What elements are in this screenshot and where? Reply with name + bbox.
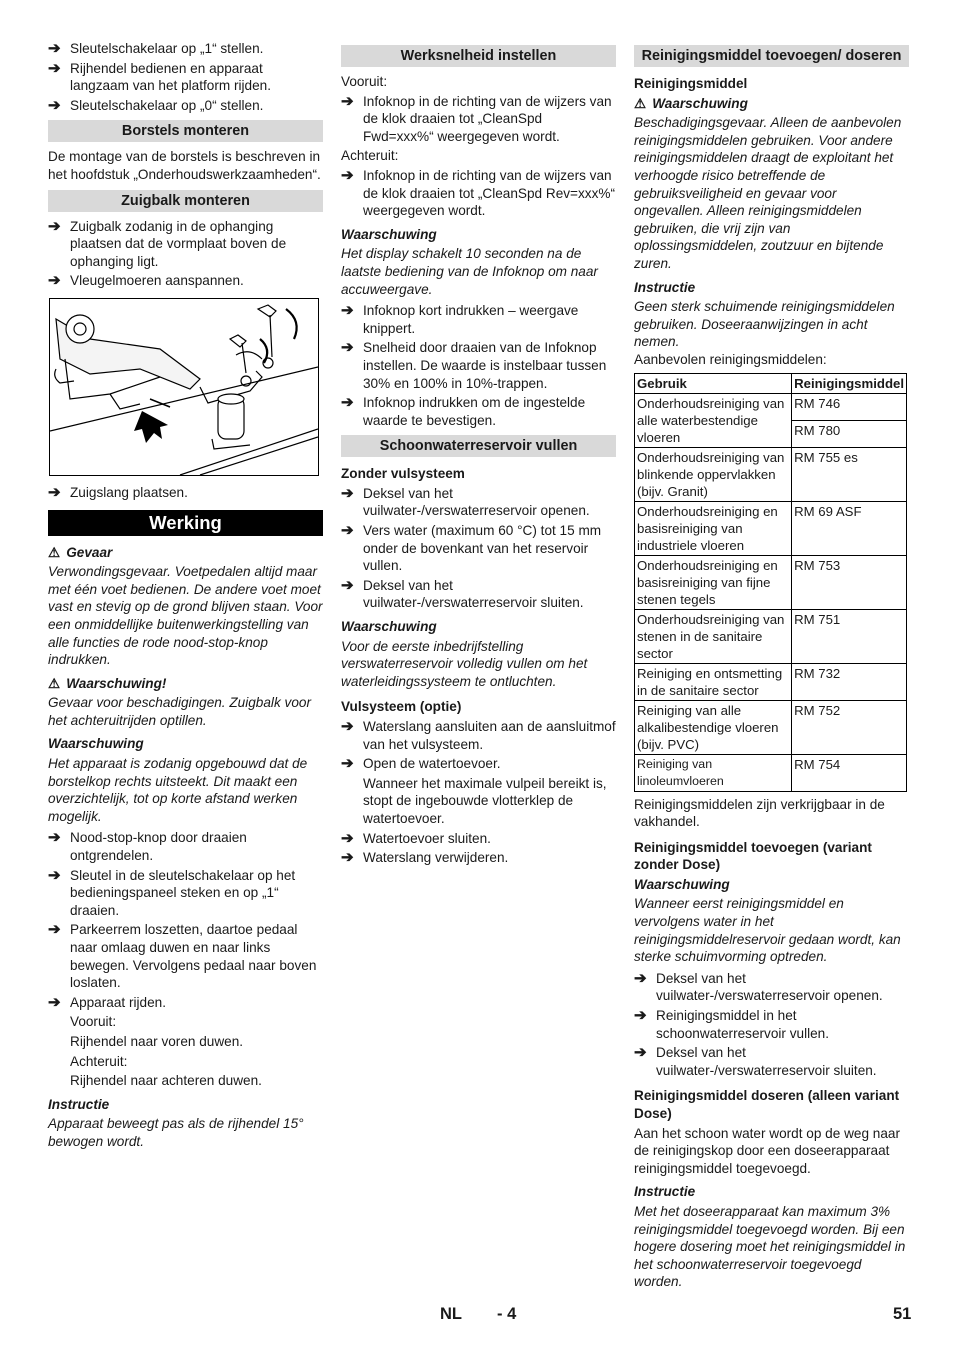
subheading: Zonder vulsysteem [341, 466, 465, 482]
table-cell-rm: RM 69 ASF [792, 501, 907, 555]
chapter-heading-werking: Werking [48, 510, 323, 536]
table-header-detergent: Reinigingsmiddel [792, 373, 907, 393]
warning-text: Beschadigingsgevaar. Alleen de aanbevolen reinigingsmiddelen gebruiken. Voor andere reinigingsmiddelen draagt de exploitant het verhoogde risico betreffende de gebruiksveiligheid en gevaar voor ongevallen. Alleen reinigingsmiddelen gebruiken, die vrij zijn van oplossingsmiddelen, zoutzuur en bijtende zuren. [634, 115, 902, 271]
warning-label: Waarschuwing [634, 876, 730, 892]
arrow-right-icon: ➔ [634, 1044, 647, 1062]
arrow-right-icon: ➔ [48, 866, 61, 884]
step-item: ➔ Sleutel in de sleutelschakelaar op het bedieningspaneel steken en op „1“ draaien. [48, 866, 296, 918]
table-cell-use: Reiniging van linoleumvloeren [635, 754, 792, 791]
arrow-right-icon: ➔ [341, 829, 354, 847]
step-item: ➔ Apparaat rijden. [48, 993, 166, 1011]
instruction-text: Geen sterk schuimende reinigingsmiddelen gebruiken. Doseeraanwijzingen in acht nemen. [634, 299, 895, 350]
direction-label: Achteruit: [70, 1053, 128, 1069]
step-item: ➔ Infoknop in de richting van de wijzers van de klok draaien tot „CleanSpd Fwd=xxx%“ weergegeven wordt. [341, 92, 612, 144]
arrow-right-icon: ➔ [48, 59, 61, 77]
step-item: ➔ Vleugelmoeren aanspannen. [48, 272, 244, 290]
step-item: ➔ Deksel van het vuilwater-/verswaterreservoir openen. [341, 484, 590, 519]
table-header-use: Gebruik [635, 373, 792, 393]
warning-label: Waarschuwing [341, 226, 437, 242]
table-cell-use: Reiniging en ontsmetting in de sanitaire sector [635, 663, 792, 700]
direction-label: Vooruit: [70, 1014, 117, 1030]
warning-label: ⚠ Waarschuwing [634, 95, 748, 111]
step-item: ➔ Deksel van het vuilwater-/verswaterreservoir sluiten. [341, 576, 584, 611]
warning-text: Het display schakelt 10 seconden na de laatste bediening van de Infoknop om naar accuweergave. [341, 246, 598, 297]
warning-text: Voor de eerste inbedrijfstelling verswaterreservoir volledig vullen om het waterleidingssysteem te ontluchten. [341, 638, 588, 689]
warning-triangle-icon: ⚠ [48, 675, 61, 691]
table-row [635, 754, 907, 791]
step-item: ➔ Reinigingsmiddel in het schoonwaterreservoir vullen. [634, 1007, 830, 1041]
table-row [635, 447, 907, 501]
table-cell-use: Onderhoudsreiniging van blinkende oppervlakken (bijv. Granit) [635, 447, 792, 501]
arrow-right-icon: ➔ [634, 969, 647, 987]
step-item: ➔ Zuigslang plaatsen. [48, 483, 188, 501]
warning-label: Waarschuwing [48, 736, 144, 752]
danger-text: Verwondingsgevaar. Voetpedalen altijd maar met één voet bedienen. De andere voet moet vast en stevig op de grond blijven staan. Voor een onmiddellijke buitenwerkingstelling van alle functies de rode nood-stop-knop indrukken. [48, 564, 323, 668]
warning-label: ⚠ Waarschuwing! [48, 675, 167, 691]
step-item: ➔ Watertoevoer sluiten. [341, 829, 491, 847]
step-item: ➔ Nood-stop-knop door draaien ontgrendelen. [48, 829, 247, 864]
arrow-right-icon: ➔ [341, 92, 354, 110]
warning-text: Gevaar voor beschadigingen. Zuigbalk voor het achteruitrijden optillen. [48, 695, 311, 728]
table-cell-use: Reiniging van alle alkalibestendige vloeren (bijv. PVC) [635, 700, 792, 754]
arrow-right-icon: ➔ [341, 522, 354, 540]
note-text: Wanneer het maximale vulpeil bereikt is, stopt de ingebouwde vlotterklep de watertoevoer. [363, 775, 607, 826]
arrow-right-icon: ➔ [48, 272, 61, 290]
instruction-label: Instructie [634, 279, 696, 295]
step-item: ➔ Zuigbalk zodanig in de ophanging plaatsen dat de vormplaat boven de ophanging ligt. [48, 217, 287, 269]
instruction-label: Instructie [634, 1184, 696, 1200]
subheading: Vulsysteem (optie) [341, 699, 462, 715]
warning-text: Het apparaat is zodanig opgebouwd dat de borstelkop rechts uitsteekt. Dit maakt een overzichtelijk, tot op korte afstand werken mogelijk. [48, 756, 308, 824]
paragraph: Aanbevolen reinigingsmiddelen: [634, 351, 827, 367]
table-cell-rm: RM 780 [792, 420, 907, 447]
table-cell-rm: RM 753 [792, 555, 907, 609]
section-heading-borstels: Borstels monteren [48, 120, 323, 142]
step-item: ➔ Sleutelschakelaar op „0“ stellen. [48, 96, 264, 114]
arrow-right-icon: ➔ [48, 483, 61, 501]
instruction-label: Instructie [48, 1096, 110, 1112]
arrow-right-icon: ➔ [341, 718, 354, 735]
table-cell-use: Onderhoudsreiniging en basisreiniging van industriele vloeren [635, 501, 792, 555]
instruction-text: Apparaat beweegt pas als de rijhendel 15° bewogen wordt. [48, 1116, 304, 1149]
arrow-right-icon: ➔ [48, 96, 61, 114]
arrow-right-icon: ➔ [341, 339, 354, 357]
direction-label: Achteruit: [341, 148, 399, 164]
direction-text: Rijhendel naar achteren duwen. [70, 1073, 262, 1089]
arrow-right-icon: ➔ [341, 849, 354, 867]
step-item: ➔ Deksel van het vuilwater-/verswaterreservoir sluiten. [634, 1044, 877, 1078]
step-item: ➔ Infoknop in de richting van de wijzers van de klok draaien tot „CleanSpd Rev=xxx%“ weergegeven wordt. [341, 166, 615, 219]
table-cell-rm: RM 732 [792, 663, 907, 700]
arrow-right-icon: ➔ [341, 755, 354, 773]
arrow-right-icon: ➔ [341, 302, 354, 320]
step-item: ➔ Parkeerrem loszetten, daartoe pedaal naar omlaag duwen en naar links bewegen. Vervolgens pedaal naar boven loslaten. [48, 921, 317, 991]
table-row [635, 501, 907, 555]
warning-triangle-icon: ⚠ [48, 544, 61, 560]
column-middle [341, 40, 616, 869]
step-item: ➔ Deksel van het vuilwater-/verswaterreservoir openen. [634, 969, 883, 1004]
table-cell-use: Onderhoudsreiniging van stenen in de sanitaire sector [635, 609, 792, 663]
table-cell-use: Onderhoudsreiniging en basisreiniging van fijne stenen tegels [635, 555, 792, 609]
warning-text: Wanneer eerst reinigingsmiddel en vervolgens water in het reinigingsmiddelreservoir gedaan wordt, kan sterke schuimvorming optreden. [634, 896, 901, 965]
step-item: ➔ Sleutelschakelaar op „1“ stellen. [48, 40, 264, 57]
direction-arrow-icon [134, 411, 168, 443]
step-item: ➔ Waterslang aansluiten aan de aansluitmof van het vulsysteem. [341, 718, 616, 752]
direction-text: Rijhendel naar voren duwen. [70, 1033, 244, 1049]
step-item: ➔ Snelheid door draaien van de Infoknop instellen. De waarde is instelbaar tussen 30% en 100% in 10%-trappen. [341, 339, 607, 391]
arrow-right-icon: ➔ [48, 40, 61, 57]
table-row [635, 663, 907, 700]
arrow-right-icon: ➔ [341, 484, 354, 502]
section-heading-schoonwater: Schoonwaterreservoir vullen [341, 435, 616, 457]
direction-label: Vooruit: [341, 74, 388, 89]
squeegee-mounting-illustration [49, 298, 319, 476]
section-heading-werksnelheid: Werksnelheid instellen [341, 45, 616, 67]
section-heading-reinigingsmiddel: Reinigingsmiddel toevoegen/ doseren [634, 45, 909, 67]
step-item: ➔ Waterslang verwijderen. [341, 849, 509, 867]
instruction-text: Met het doseerapparaat kan maximum 3% reinigingsmiddel toegevoegd worden. Bij een hogere dosering moet het reinigingsmiddel in het schoonwaterreservoir toegevoegd worden. [634, 1203, 906, 1290]
step-item: ➔ Vers water (maximum 60 °C) tot 15 mm onder de bovenkant van het reservoir vullen. [341, 522, 602, 574]
detergent-table [634, 373, 907, 792]
column-right [634, 40, 909, 1295]
arrow-right-icon: ➔ [341, 166, 354, 184]
table-row [635, 393, 907, 420]
step-item: ➔ Rijhendel bedienen en apparaat langzaam van het platform rijden. [48, 59, 271, 94]
arrow-right-icon: ➔ [48, 217, 61, 235]
language-code: NL [440, 1305, 462, 1323]
table-header-row [635, 373, 907, 393]
table-row [635, 555, 907, 609]
subheading: Reinigingsmiddel [634, 76, 748, 91]
section-heading-zuigbalk: Zuigbalk monteren [48, 190, 323, 212]
step-item: ➔ Infoknop kort indrukken – weergave knippert. [341, 302, 579, 336]
arrow-right-icon: ➔ [341, 576, 354, 594]
paragraph: De montage van de borstels is beschreven in het hoofdstuk „Onderhoudswerkzaamheden“. [48, 149, 321, 182]
step-item: ➔ Open de watertoevoer. [341, 755, 501, 773]
subheading: Reinigingsmiddel doseren (alleen variant Dose) [634, 1088, 900, 1121]
table-cell-rm: RM 746 [792, 393, 907, 420]
table-cell-rm: RM 755 es [792, 447, 907, 501]
arrow-right-icon: ➔ [341, 394, 354, 412]
paragraph: Aan het schoon water wordt op de weg naar de reinigingskop door een doseerapparaat reinigingsmiddel toegevoegd. [634, 1125, 901, 1176]
table-cell-rm: RM 752 [792, 700, 907, 754]
table-row [635, 609, 907, 663]
table-row [635, 700, 907, 754]
step-item: ➔ Infoknop indrukken om de ingestelde waarde te bevestigen. [341, 394, 586, 428]
squeegee-illustration-svg [50, 299, 318, 475]
subheading: Reinigingsmiddel toevoegen (variant zonder Dose) [634, 839, 872, 873]
warning-label: Waarschuwing [341, 619, 437, 635]
paragraph: Reinigingsmiddelen zijn verkrijgbaar in de vakhandel. [634, 796, 885, 830]
table-cell-rm: RM 754 [792, 754, 907, 791]
page-number: 51 [893, 1305, 912, 1323]
arrow-right-icon: ➔ [48, 921, 61, 939]
column-left [48, 40, 323, 1155]
table-cell-use: Onderhoudsreiniging van alle waterbestendige vloeren [635, 393, 792, 447]
page-footer [0, 1306, 954, 1330]
section-page-number: - 4 [497, 1305, 517, 1323]
arrow-right-icon: ➔ [634, 1007, 647, 1025]
warning-triangle-icon: ⚠ [634, 95, 647, 111]
danger-label: ⚠ Gevaar [48, 544, 113, 560]
arrow-right-icon: ➔ [48, 829, 61, 847]
table-cell-rm: RM 751 [792, 609, 907, 663]
arrow-right-icon: ➔ [48, 993, 61, 1011]
